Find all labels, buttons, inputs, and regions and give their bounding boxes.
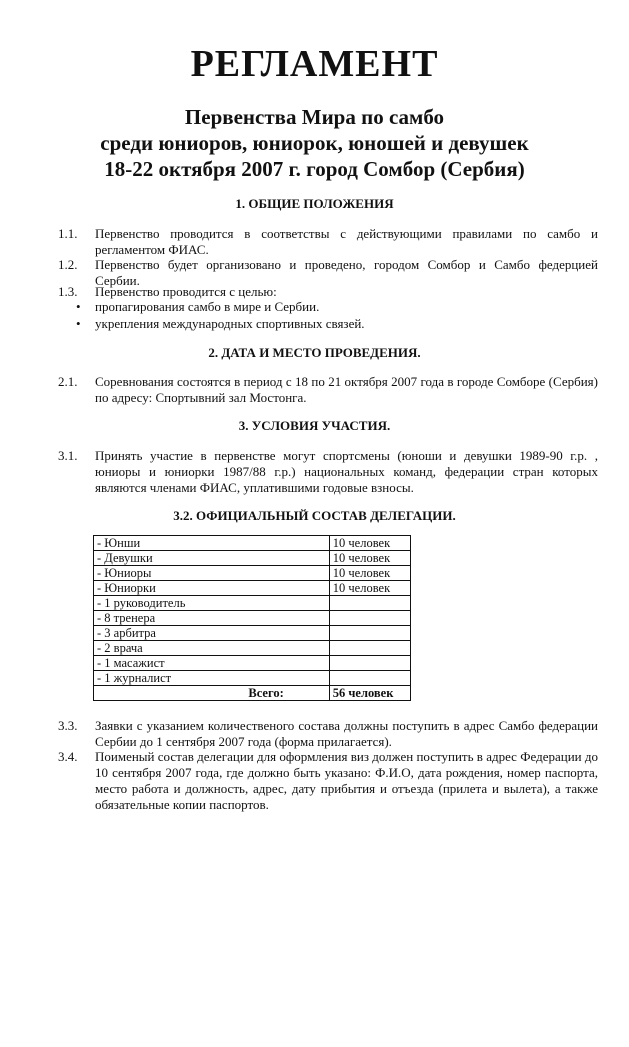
count-cell [329,626,410,641]
section-1-heading: 1. ОБЩИЕ ПОЛОЖЕНИЯ [235,196,394,211]
item-text: Первенство проводится в соответствы с действующими правилами по самбо и регламентом ФИАС. [95,226,598,257]
table-row [94,611,411,626]
count-cell: 10 человек [329,581,410,596]
table-row [94,566,411,581]
role-cell: - 1 масажист [94,656,330,671]
role-cell: - Юниорки [94,581,330,596]
role-cell: - 1 руководитель [94,596,330,611]
item-number: 3.3. [58,718,78,733]
table-row [94,626,411,641]
item-text: Первенство проводится с целью: [95,284,277,299]
bullet-icon: • [76,299,81,314]
count-cell [329,611,410,626]
section-3-2-heading: 3.2. ОФИЦИАЛЬНЫЙ СОСТАВ ДЕЛЕГАЦИИ. [173,508,456,523]
role-cell: - 2 врача [94,641,330,656]
count-cell [329,596,410,611]
item-text: Заявки с указанием количественого состава должны поступить в адрес Самбо федерации Сербии до 1 сентября 2007 года (форма прилагается). [95,718,598,749]
item-number: 1.3. [58,284,78,299]
total-label: Всего: [94,686,330,701]
item-text: Принять участие в первенстве могут спортсмены (юноши и девушки 1989-90 г.р. , юниоры и юниорки 1987/88 г.р.) национальных команд, федерации стран которых являются членами ФИАС, уплатившими годовые взносы. [95,448,598,495]
role-cell: - 1 журналист [94,671,330,686]
count-cell [329,641,410,656]
item-number: 1.2. [58,257,78,272]
table-row [94,641,411,656]
subtitle-line-1: Первенства Мира по самбо [184,105,445,129]
subtitle-line-3: 18-22 октября 2007 г. город Сомбор (Сербия) [104,157,525,181]
role-cell: - Юниоры [94,566,330,581]
role-cell: - 3 арбитра [94,626,330,641]
bullet-text: укрепления международных спортивных связей. [95,316,365,331]
item-number: 3.1. [58,448,78,463]
role-cell: - Юнши [94,536,330,551]
item-number: 3.4. [58,749,78,764]
table-row [94,536,411,551]
delegation-table [93,535,411,701]
item-text: Первенство будет организовано и проведено, городом Сомбор и Самбо федерцией Сербии. [95,257,598,288]
bullet-text: пропагирования самбо в мире и Сербии. [95,299,320,314]
table-row [94,656,411,671]
table-row [94,671,411,686]
count-cell: 10 человек [329,536,410,551]
count-cell [329,671,410,686]
table-row [94,581,411,596]
count-cell: 10 человек [329,566,410,581]
item-text: Поименый состав делегации для оформления виз должен поступить в адрес Федерации до 10 сентября 2007 года, где должно быть указано: Ф.И.О, дата рождения, номер паспорта, место работа и должность, адрес, дату прибытия и отъезда (прилета и вылета), а также обязательные копии паспортов. [95,749,598,812]
role-cell: - 8 тренера [94,611,330,626]
count-cell [329,656,410,671]
item-number: 2.1. [58,374,78,389]
section-2-heading: 2. ДАТА И МЕСТО ПРОВЕДЕНИЯ. [208,345,421,360]
item-text: Соревнования состоятся в период с 18 по 21 октября 2007 года в городе Сомборе (Сербия) по адресу: Спортывний зал Мостонга. [95,374,598,405]
item-number: 1.1. [58,226,78,241]
total-value: 56 человек [329,686,410,701]
table-total-row [94,686,411,701]
subtitle-line-2: среди юниоров, юниорок, юношей и девушек [100,131,529,155]
document-title: РЕГЛАМЕНТ [190,43,439,85]
role-cell: - Девушки [94,551,330,566]
table-row [94,551,411,566]
table-row [94,596,411,611]
section-3-heading: 3. УСЛОВИЯ УЧАСТИЯ. [238,418,391,433]
bullet-icon: • [76,316,81,331]
count-cell: 10 человек [329,551,410,566]
